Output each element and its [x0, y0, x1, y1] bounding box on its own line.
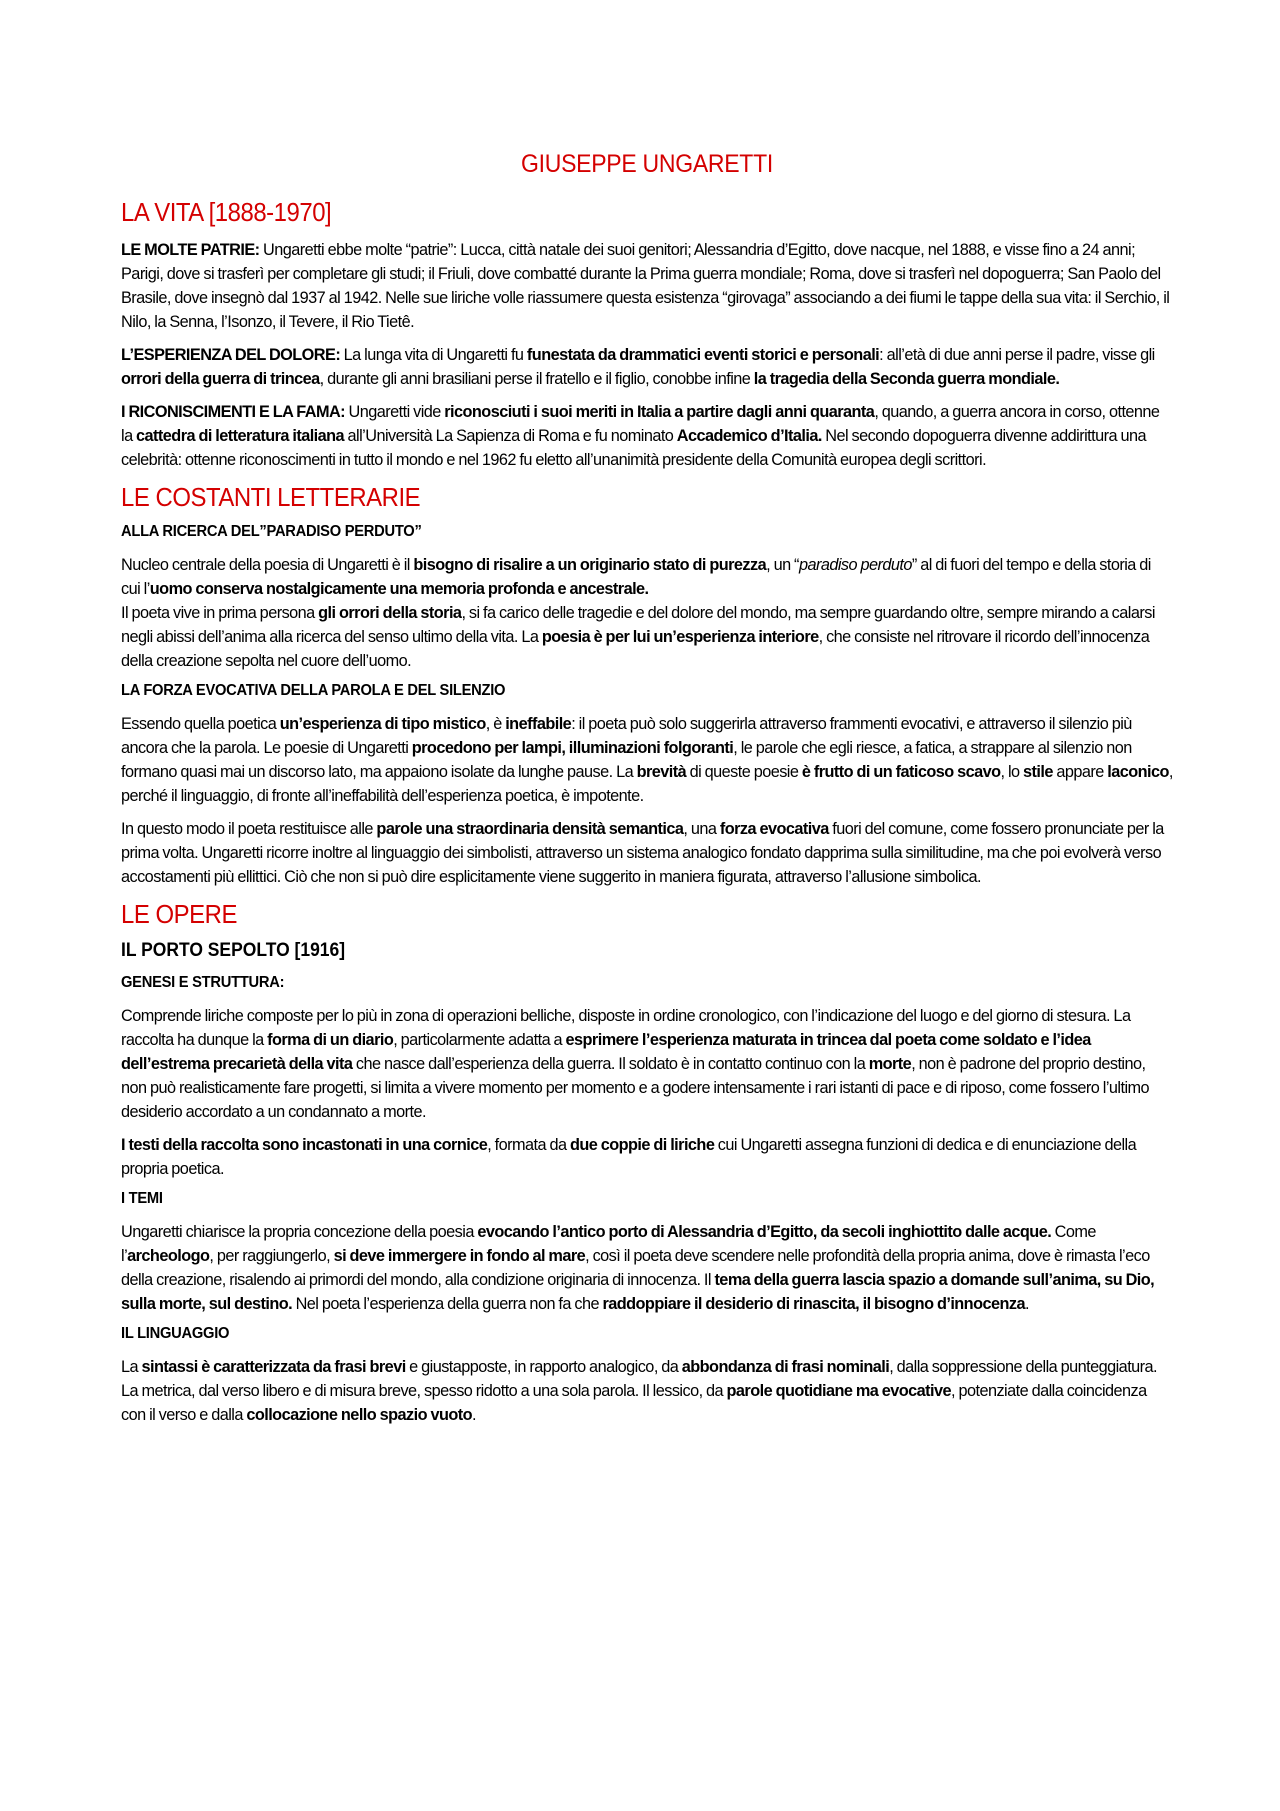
bold-span: esprimere l’esperienza maturata in trincea dal poeta come soldato e l’idea dell’estrema precarietà della vita: [121, 1031, 1091, 1073]
lead-fama: I RICONISCIMENTI E LA FAMA:: [121, 403, 346, 421]
bold-span: I testi della raccolta sono incastonati in una cornice: [121, 1136, 488, 1154]
text-span: .: [1024, 1295, 1029, 1313]
section-heading-opere: LE OPERE: [121, 899, 237, 929]
section-heading-costanti: LE COSTANTI LETTERARIE: [121, 482, 421, 512]
text-span: Nel poeta l’esperienza della guerra non fa che: [292, 1295, 603, 1313]
text-span: Nucleo centrale della poesia di Ungaretti è il: [121, 556, 414, 574]
document-title: GIUSEPPE UNGARETTI: [521, 150, 773, 178]
bold-span: morte: [868, 1055, 912, 1073]
text-span: di queste poesie: [686, 763, 802, 781]
bold-span: stile: [1023, 763, 1053, 781]
bold-span: bisogno di risalire a un originario stato di purezza: [413, 556, 767, 574]
bold-span: forma di un diario: [267, 1031, 394, 1049]
text-span: La lunga vita di Ungaretti fu: [340, 346, 527, 364]
subsection-heading-porto: IL PORTO SEPOLTO [1916]: [121, 940, 346, 961]
paragraph-paradiso-1: [121, 553, 1173, 673]
text-span: fuori del comune, come fossero pronunciate per la prima volta. Ungaretti ricorre inoltre al linguaggio dei simbolisti, attraverso un sistema analogico fondato dapprima sulla similitudine, ma che poi evolverà verso accostamenti più ellittici. Ciò che non si può dire esplicitamente viene suggerito in maniera figurata, attraverso l’allusione simbolica.: [121, 820, 1164, 886]
text-span: , lo: [1000, 763, 1024, 781]
bold-span: ineffabile: [505, 715, 572, 733]
text-span: , che consiste nel ritrovare il ricordo dell’innocenza della creazione sepolta nel cuore dell’uomo.: [121, 628, 1150, 670]
text-span: Come l’: [121, 1223, 1096, 1265]
text-span: La: [121, 1358, 142, 1376]
text-span: , perché il linguaggio, di fronte all’ineffabilità dell’esperienza poetica, è impotente.: [121, 763, 1173, 805]
paragraph-fama: [121, 400, 1173, 472]
bold-span: procedono per lampi, illuminazioni folgoranti: [411, 739, 734, 757]
text-span: , si fa carico delle tragedie e del dolore del mondo, ma sempre guardando oltre, sempre mirando a calarsi negli abissi dell’anima alla ricerca del senso ultimo della vita. La: [121, 604, 1155, 646]
text-span: , un “: [766, 556, 799, 574]
bold-span: forza evocativa: [719, 820, 829, 838]
bold-span: è frutto di un faticoso scavo: [801, 763, 1001, 781]
text-patrie: Ungaretti ebbe molte “patrie”: Lucca, città natale dei suoi genitori; Alessandria d’Egitto, dove nacque, nel 1888, e visse fino a 24 anni; Parigi, dove si trasferì per completare gli studi; il Friuli, dove combatté durante la Prima guerra mondiale; Roma, dove si trasferì nel dopoguerra; San Paolo del Brasile, dove insegnò dal 1937 al 1942. Nelle sue liriche volle riassumere questa esistenza “girovaga” associando a dei fiumi le tappe della sua vita: il Serchio, il Nilo, la Senna, l’Isonzo, il Tevere, il Rio Tietê.: [121, 241, 1170, 331]
text-span: ” al di fuori del tempo e della storia di cui l’: [121, 556, 1151, 598]
paragraph-forza-2: [121, 817, 1173, 889]
text-span: , dalla soppressione della punteggiatura. La metrica, dal verso libero e di misura breve, spesso ridotto a una sola parola. Il lessico, da: [121, 1358, 1158, 1400]
paragraph-linguaggio-1: [121, 1355, 1173, 1427]
text-span: Nel secondo dopoguerra divenne addirittura una celebrità: ottenne riconoscimenti in tutto il mondo e nel 1962 fu eletto all’unanimità presidente della Comunità europea degli scrittori.: [121, 427, 1146, 469]
document-page: [121, 150, 1173, 1436]
bold-span: evocando l’antico porto di Alessandria d’Egitto, da secoli inghiottito dalle acque.: [477, 1223, 1052, 1241]
text-span: , particolarmente adatta a: [393, 1031, 566, 1049]
bold-span: collocazione nello spazio vuoto: [246, 1406, 473, 1424]
text-span: , potenziate dalla coincidenza con il verso e dalla: [121, 1382, 1147, 1424]
text-span: , le parole che egli riesce, a fatica, a strappare al silenzio non formano quasi mai un discorso lato, ma appaiono isolate da lunghe pause. La: [121, 739, 1132, 781]
text-span: Il poeta vive in prima persona: [121, 604, 319, 622]
paragraph-genesi-2: [121, 1133, 1173, 1181]
text-span: che nasce dall’esperienza della guerra. Il soldato è in contatto continuo con la: [352, 1055, 869, 1073]
bold-span: riconosciuti i suoi meriti in Italia a partire dagli anni quaranta: [444, 403, 875, 421]
bold-span: si deve immergere in fondo al mare: [333, 1247, 586, 1265]
text-span: Ungaretti vide: [345, 403, 445, 421]
subheading-temi: I TEMI: [121, 1190, 163, 1207]
text-span: Essendo quella poetica: [121, 715, 280, 733]
paragraph-patrie: [121, 238, 1173, 334]
paragraph-temi-1: [121, 1220, 1173, 1316]
text-span: Comprende liriche composte per lo più in zona di operazioni belliche, disposte in ordine cronologico, con l’indicazione del luogo e del giorno di stesura. La raccolta ha dunque la: [121, 1007, 1131, 1049]
bold-span: tema della guerra lascia spazio a domande sull’anima, su Dio, sulla morte, sul destino.: [121, 1271, 1155, 1313]
paragraph-genesi-1: [121, 1004, 1173, 1124]
subheading-paradiso: ALLA RICERCA DEL”PARADISO PERDUTO”: [121, 523, 422, 540]
text-span: Ungaretti chiarisce la propria concezione della poesia: [121, 1223, 478, 1241]
bold-span: laconico: [1107, 763, 1169, 781]
paragraph-forza-1: [121, 712, 1173, 808]
bold-span: raddoppiare il desiderio di rinascita, il bisogno d’innocenza: [602, 1295, 1025, 1313]
bold-span: uomo conserva nostalgicamente una memoria profonda e ancestrale.: [149, 580, 649, 598]
lead-dolore: L’ESPERIENZA DEL DOLORE:: [121, 346, 341, 364]
text-span: , non è padrone del proprio destino, non può realisticamente fare progetti, si limita a vivere momento per momento e a godere intensamente i rari istanti di pace e di riposo, come fossero l’ultimo desiderio accordato a un condannato a morte.: [121, 1055, 1150, 1121]
text-span: In questo modo il poeta restituisce alle: [121, 820, 377, 838]
section-heading-vita: LA VITA [1888-1970]: [121, 197, 332, 227]
bold-span: abbondanza di frasi nominali: [681, 1358, 890, 1376]
text-span: : all’età di due anni perse il padre, visse gli: [879, 346, 1155, 364]
text-span: , così il poeta deve scendere nelle profondità della propria anima, dove è rimasta l’eco della creazione, risalendo ai primordi del mondo, alla condizione originaria di innocenza. Il: [121, 1247, 1150, 1289]
bold-span: sintassi è caratterizzata da frasi brevi: [141, 1358, 406, 1376]
bold-span: poesia è per lui un’esperienza interiore: [541, 628, 819, 646]
bold-span: la tragedia della Seconda guerra mondiale.: [753, 370, 1060, 388]
bold-span: orrori della guerra di trincea: [121, 370, 320, 388]
subheading-linguaggio: IL LINGUAGGIO: [121, 1325, 230, 1342]
bold-span: archeologo: [127, 1247, 210, 1265]
text-span: .: [472, 1406, 477, 1424]
text-span: : il poeta può solo suggerirla attraverso frammenti evocativi, e attraverso il silenzio più ancora che la parola. Le poesie di Ungaretti: [121, 715, 1132, 757]
bold-span: parole quotidiane ma evocative: [726, 1382, 952, 1400]
subheading-genesi: GENESI E STRUTTURA:: [121, 974, 285, 991]
text-span: , formata da: [487, 1136, 570, 1154]
text-span: , è: [485, 715, 506, 733]
bold-span: un’esperienza di tipo mistico: [279, 715, 486, 733]
subheading-forza: LA FORZA EVOCATIVA DELLA PAROLA E DEL SILENZIO: [121, 682, 506, 699]
text-span: appare: [1052, 763, 1108, 781]
bold-span: parole una straordinaria densità semantica: [376, 820, 684, 838]
bold-span: funestata da drammatici eventi storici e personali: [526, 346, 880, 364]
text-span: , per raggiungerlo,: [209, 1247, 334, 1265]
bold-span: gli orrori della storia: [318, 604, 462, 622]
bold-span: brevità: [636, 763, 687, 781]
italic-span: paradiso perduto: [798, 556, 912, 574]
text-span: , durante gli anni brasiliani perse il fratello e il figlio, conobbe infine: [319, 370, 754, 388]
paragraph-dolore: [121, 343, 1173, 391]
lead-patrie: LE MOLTE PATRIE:: [121, 241, 260, 259]
text-span: cui Ungaretti assegna funzioni di dedica e di enunciazione della propria poetica.: [121, 1136, 1137, 1178]
bold-span: Accademico d’Italia.: [676, 427, 822, 445]
bold-span: due coppie di liriche: [569, 1136, 715, 1154]
text-span: , quando, a guerra ancora in corso, ottenne la: [121, 403, 1160, 445]
text-span: , una: [683, 820, 720, 838]
text-span: e giustapposte, in rapporto analogico, da: [405, 1358, 682, 1376]
text-span: all’Università La Sapienza di Roma e fu nominato: [344, 427, 677, 445]
bold-span: cattedra di letteratura italiana: [136, 427, 345, 445]
